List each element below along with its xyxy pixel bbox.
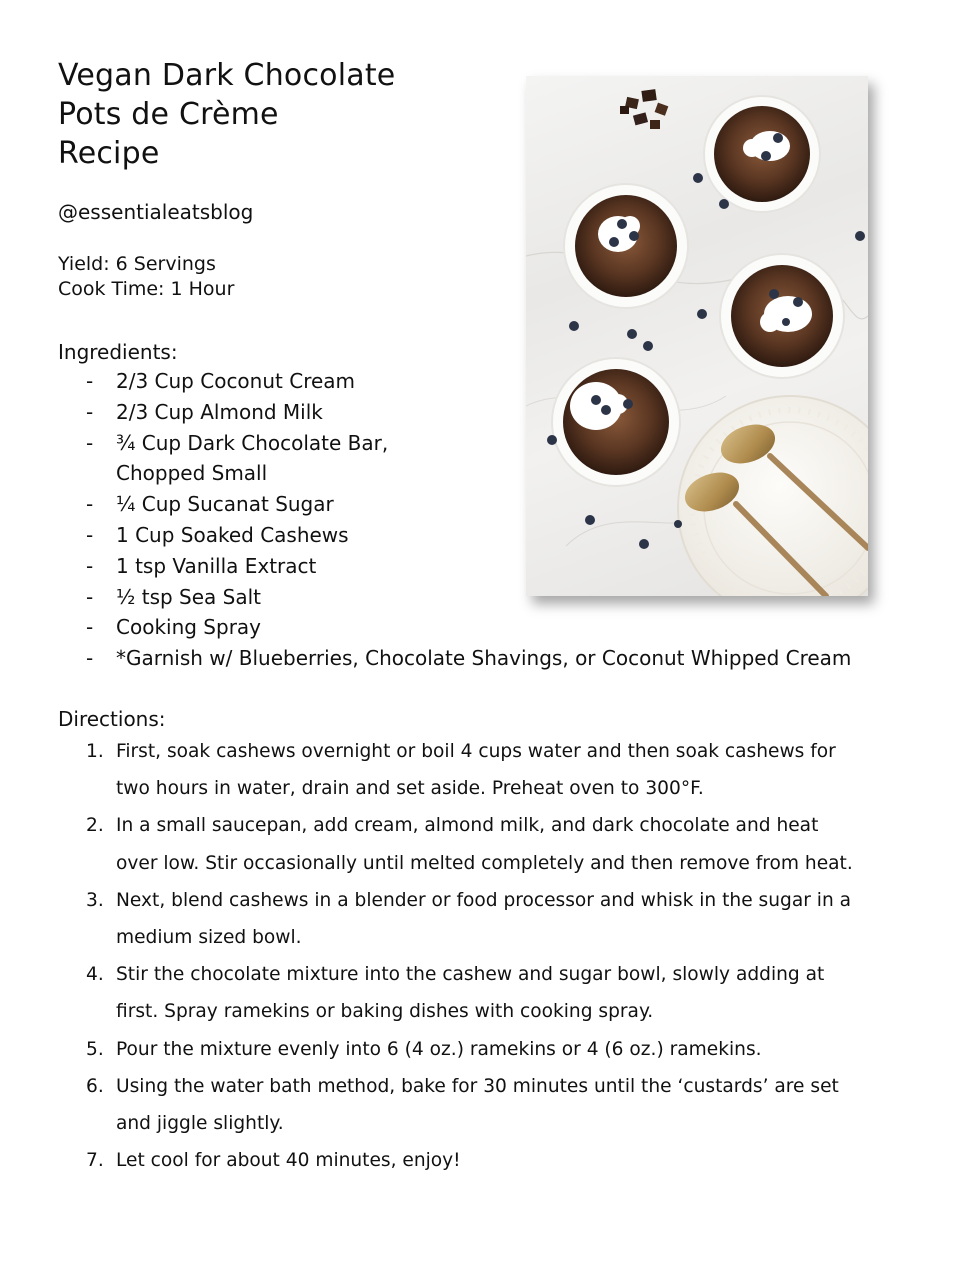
direction-step (58, 807, 938, 881)
step-text: two hours in water, drain and set aside. Preheat oven to 300°F. (116, 778, 704, 800)
ingredient-item (58, 366, 851, 397)
ingredient-text: 1 Cup Soaked Cashews (116, 522, 349, 547)
title-line: Recipe (58, 136, 160, 171)
step-number: 1. (86, 741, 104, 762)
ingredient-item (58, 520, 851, 551)
direction-step (58, 956, 938, 1030)
step-number: 3. (86, 889, 104, 911)
direction-step (58, 1142, 938, 1179)
step-text: Stir the chocolate mixture into the cashew and sugar bowl, slowly adding at (116, 964, 825, 986)
ingredient-item (58, 428, 851, 490)
bullet-dash: - (86, 369, 94, 393)
bullet-dash: - (86, 615, 94, 640)
step-text: In a small saucepan, add cream, almond milk, and dark chocolate and heat (116, 815, 819, 837)
step-number: 7. (86, 1150, 104, 1172)
ramekin (720, 254, 844, 378)
ingredients-list (58, 366, 851, 674)
direction-step (58, 882, 938, 956)
ingredient-text: ½ tsp Sea Salt (116, 584, 262, 609)
yield-text: Yield: 6 Servings (58, 253, 216, 275)
bullet-dash: - (86, 553, 94, 578)
step-number: 5. (86, 1038, 104, 1060)
chocolate-chunks (620, 89, 668, 129)
step-number: 2. (86, 815, 104, 837)
step-text: First, soak cashews overnight or boil 4 cups water and then soak cashews for (116, 741, 836, 762)
social-handle: @essentialeatsblog (58, 200, 254, 224)
directions-heading: Directions: (58, 707, 166, 731)
ingredient-item (58, 489, 851, 520)
ingredient-text: 2/3 Cup Coconut Cream (116, 369, 356, 393)
cook-time-text: Cook Time: 1 Hour (58, 278, 235, 300)
ingredient-item (58, 612, 851, 643)
ingredient-text: *Garnish w/ Blueberries, Chocolate Shavings, or Coconut Whipped Cream (116, 646, 852, 671)
step-text: Next, blend cashews in a blender or food processor and whisk in the sugar in a (116, 889, 852, 911)
step-text: Pour the mixture evenly into 6 (4 oz.) ramekins or 4 (6 oz.) ramekins. (116, 1038, 762, 1060)
bullet-dash: - (86, 399, 94, 424)
bullet-dash: - (86, 430, 94, 455)
bullet-dash: - (86, 646, 94, 671)
title-line: Pots de Crème (58, 97, 279, 132)
ingredient-item (58, 643, 851, 674)
direction-step (58, 1068, 938, 1142)
bullet-dash: - (86, 492, 94, 517)
ingredient-text: ¼ Cup Sucanat Sugar (116, 492, 334, 517)
directions-list (58, 733, 938, 1179)
recipe-title (58, 56, 498, 173)
ingredient-text: ¾ Cup Dark Chocolate Bar, (116, 430, 389, 455)
step-number: 6. (86, 1075, 104, 1097)
step-text: and jiggle slightly. (116, 1113, 284, 1135)
step-text: over low. Stir occasionally until melted completely and then remove from heat. (116, 852, 853, 874)
direction-step (58, 733, 938, 807)
step-number: 4. (86, 964, 104, 986)
ingredient-item (58, 551, 851, 582)
ramekin (704, 96, 820, 212)
ingredient-item (58, 582, 851, 613)
ingredient-item (58, 397, 851, 428)
ingredients-heading: Ingredients: (58, 340, 178, 364)
title-line: Vegan Dark Chocolate (58, 58, 396, 93)
ingredient-text: Cooking Spray (116, 615, 262, 640)
step-text: Using the water bath method, bake for 30 minutes until the ‘custards’ are set (116, 1075, 839, 1097)
recipe-meta (58, 252, 234, 302)
bullet-dash: - (86, 584, 94, 609)
ramekin (564, 184, 688, 308)
direction-step (58, 1031, 938, 1068)
ingredient-text: 1 tsp Vanilla Extract (116, 553, 317, 578)
step-text: first. Spray ramekins or baking dishes with cooking spray. (116, 1001, 654, 1023)
step-text: medium sized bowl. (116, 927, 302, 949)
bullet-dash: - (86, 522, 94, 547)
step-text: Let cool for about 40 minutes, enjoy! (116, 1150, 461, 1172)
ingredient-text-continued: Chopped Small (116, 461, 268, 486)
ingredient-text: 2/3 Cup Almond Milk (116, 399, 323, 424)
